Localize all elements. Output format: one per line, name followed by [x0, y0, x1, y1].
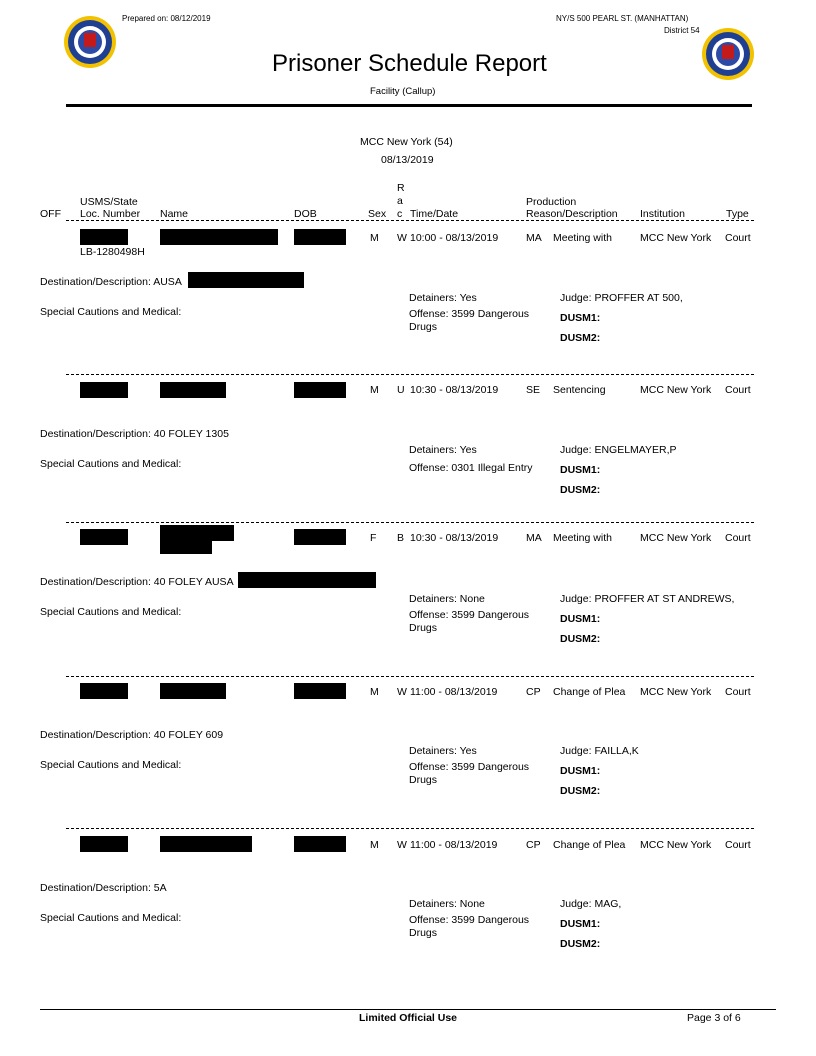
- record-type: Court: [725, 384, 751, 396]
- redaction: [160, 540, 212, 554]
- record-destination: Destination/Description: 40 FOLEY AUSA: [40, 576, 234, 588]
- record-reason: Change of Plea: [553, 686, 626, 698]
- dusm2-label: DUSM2:: [560, 633, 601, 645]
- record-offense: Offense: 3599 Dangerous: [409, 914, 530, 926]
- record-institution: MCC New York: [640, 686, 712, 698]
- record-offense: Offense: 0301 Illegal Entry: [409, 462, 533, 474]
- record-reason: Change of Plea: [553, 839, 626, 851]
- record-code: CP: [526, 686, 541, 698]
- usms-seal-right: [702, 28, 754, 80]
- record-race: U: [397, 384, 405, 396]
- record-race: W: [397, 232, 407, 244]
- dusm2-label: DUSM2:: [560, 484, 601, 496]
- record-time: 11:00 - 08/13/2019: [410, 839, 498, 851]
- record-divider: [66, 828, 754, 829]
- col-institution: Institution: [640, 208, 685, 220]
- page-number: Page 3 of 6: [687, 1012, 741, 1024]
- redaction: [160, 525, 234, 541]
- record-offense: Offense: 3599 Dangerous: [409, 609, 530, 621]
- record-race: B: [397, 532, 405, 544]
- record-divider: [66, 374, 754, 375]
- record-code: SE: [526, 384, 541, 396]
- record-reason: Sentencing: [553, 384, 606, 396]
- col-prod-2: Reason/Description: [526, 208, 618, 220]
- redaction: [238, 572, 376, 588]
- record-offense-2: Drugs: [409, 927, 438, 939]
- redaction: [160, 382, 226, 398]
- dusm2-label: DUSM2:: [560, 938, 601, 950]
- col-type: Type: [726, 208, 749, 220]
- header-divider: [66, 220, 754, 221]
- footer-classification: Limited Official Use: [359, 1012, 458, 1024]
- record-code: CP: [526, 839, 541, 851]
- dusm1-label: DUSM1:: [560, 613, 601, 625]
- record-race: W: [397, 686, 407, 698]
- record-detainers: Detainers: None: [409, 593, 485, 605]
- col-usms-1: USMS/State: [80, 196, 138, 208]
- record-type: Court: [725, 532, 751, 544]
- special-cautions-label: Special Cautions and Medical:: [40, 912, 182, 924]
- office-location: NY/S 500 PEARL ST. (MANHATTAN): [556, 14, 689, 23]
- dusm1-label: DUSM1:: [560, 464, 601, 476]
- col-race-r: R: [397, 182, 405, 194]
- record-detainers: Detainers: Yes: [409, 745, 477, 757]
- special-cautions-label: Special Cautions and Medical:: [40, 759, 182, 771]
- dusm2-label: DUSM2:: [560, 785, 601, 797]
- record-sex: F: [370, 532, 377, 544]
- record-code: MA: [526, 532, 542, 544]
- special-cautions-label: Special Cautions and Medical:: [40, 606, 182, 618]
- usms-seal-left: [64, 16, 116, 68]
- col-name: Name: [160, 208, 189, 220]
- redaction: [80, 382, 128, 398]
- record-time: 10:30 - 08/13/2019: [410, 532, 499, 544]
- record-offense: Offense: 3599 Dangerous: [409, 308, 530, 320]
- record-sex: M: [370, 839, 379, 851]
- col-time: Time/Date: [410, 208, 459, 220]
- record-judge: Judge: ENGELMAYER,P: [560, 444, 677, 456]
- redaction: [294, 836, 346, 852]
- facility-date: 08/13/2019: [381, 154, 434, 166]
- record-sex: M: [370, 232, 379, 244]
- col-dob: DOB: [294, 208, 317, 220]
- col-prod-1: Production: [526, 196, 577, 208]
- record-detainers: Detainers: None: [409, 898, 485, 910]
- redaction: [80, 683, 128, 699]
- record-divider: [66, 676, 754, 677]
- record-time: 10:30 - 08/13/2019: [410, 384, 499, 396]
- record-reason: Meeting with: [553, 532, 612, 544]
- record-destination: Destination/Description: 40 FOLEY 1305: [40, 428, 229, 440]
- record-detainers: Detainers: Yes: [409, 292, 477, 304]
- record-detainers: Detainers: Yes: [409, 444, 477, 456]
- redaction: [188, 272, 304, 288]
- dusm2-label: DUSM2:: [560, 332, 601, 344]
- redaction: [294, 229, 346, 245]
- dusm1-label: DUSM1:: [560, 918, 601, 930]
- redaction: [294, 529, 346, 545]
- col-off: OFF: [40, 208, 61, 220]
- col-race-c: c: [397, 208, 403, 220]
- record-institution: MCC New York: [640, 839, 712, 851]
- col-usms-2: Loc. Number: [80, 208, 141, 220]
- redaction: [80, 229, 128, 245]
- redaction: [160, 836, 252, 852]
- record-sex: M: [370, 384, 379, 396]
- record-code: MA: [526, 232, 542, 244]
- record-judge: Judge: FAILLA,K: [560, 745, 639, 757]
- redaction: [80, 836, 128, 852]
- dusm1-label: DUSM1:: [560, 765, 601, 777]
- record-race: W: [397, 839, 407, 851]
- page-subtitle: Facility (Callup): [370, 86, 436, 97]
- special-cautions-label: Special Cautions and Medical:: [40, 458, 182, 470]
- footer-rule: [40, 1009, 776, 1010]
- redaction: [80, 529, 128, 545]
- record-institution: MCC New York: [640, 532, 712, 544]
- redaction: [294, 683, 346, 699]
- record-time: 10:00 - 08/13/2019: [410, 232, 499, 244]
- record-type: Court: [725, 839, 751, 851]
- record-judge: Judge: MAG,: [560, 898, 622, 910]
- facility-name: MCC New York (54): [360, 136, 453, 148]
- record-offense-2: Drugs: [409, 774, 438, 786]
- prepared-date: Prepared on: 08/12/2019: [122, 14, 211, 23]
- record-destination: Destination/Description: 40 FOLEY 609: [40, 729, 224, 741]
- record-reason: Meeting with: [553, 232, 612, 244]
- record-judge: Judge: PROFFER AT 500,: [560, 292, 683, 304]
- record-offense: Offense: 3599 Dangerous: [409, 761, 530, 773]
- record-offense-2: Drugs: [409, 321, 438, 333]
- dusm1-label: DUSM1:: [560, 312, 601, 324]
- record-offense-2: Drugs: [409, 622, 438, 634]
- page-title: Prisoner Schedule Report: [272, 50, 547, 77]
- header-rule: [66, 104, 752, 107]
- record-destination: Destination/Description: AUSA: [40, 276, 182, 288]
- record-divider: [66, 522, 754, 523]
- redaction: [160, 683, 226, 699]
- district: District 54: [664, 26, 700, 35]
- record-judge: Judge: PROFFER AT ST ANDREWS,: [560, 593, 735, 605]
- record-type: Court: [725, 232, 751, 244]
- col-race-a: a: [397, 195, 403, 207]
- special-cautions-label: Special Cautions and Medical:: [40, 306, 182, 318]
- loc-number: LB-1280498H: [80, 246, 145, 258]
- record-destination: Destination/Description: 5A: [40, 882, 167, 894]
- record-sex: M: [370, 686, 379, 698]
- record-institution: MCC New York: [640, 384, 712, 396]
- record-institution: MCC New York: [640, 232, 712, 244]
- record-time: 11:00 - 08/13/2019: [410, 686, 498, 698]
- redaction: [294, 382, 346, 398]
- record-type: Court: [725, 686, 751, 698]
- redaction: [160, 229, 278, 245]
- col-sex: Sex: [368, 208, 387, 220]
